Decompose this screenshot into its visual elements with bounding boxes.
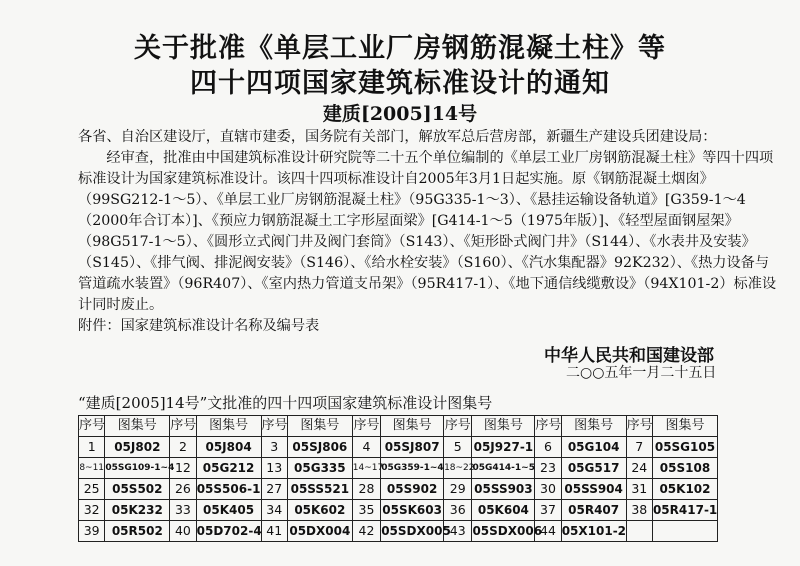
table-header-row xyxy=(79,416,718,437)
header-code: 图集号 xyxy=(105,416,170,437)
attachment-line: 附件：国家建筑标准设计名称及编号表 xyxy=(78,318,320,334)
row-number: 29 xyxy=(444,479,472,500)
row-number: 7 xyxy=(626,437,652,458)
atlas-code: 05S902 xyxy=(381,479,444,500)
table-row xyxy=(79,500,718,521)
row-number: 34 xyxy=(261,500,287,521)
atlas-code: 05SG105 xyxy=(652,437,717,458)
row-number: 43 xyxy=(444,521,472,542)
notice-body: 经审查，批准由中国建筑标准设计研究院等二十五个单位编制的《单层工业厂房钢筋混凝土柱》等四十四项标准设计为国家建筑标准设计。该四十四项标准设计自2005年3月1日起实施。原《钢筋混凝土烟囱》（99SG212-1～5）、《单层工业厂房钢筋混凝土柱》（95G335-1～3）、《悬挂运输设备轨道》[G359-1～4（2000年合订本）]、《预应力钢筋混凝土工字形屋面梁》[G414-1～5（1975年版）]、《轻型屋面钢屋架》（98G517-1～5）、《圆形立式阀门井及阀门套筒》（S143）、《矩形卧式阀门井》（S144）、《水表井及安装》（S145）、《排气阀、排泥阀安装》（S146）、《给水栓安装》（S160）、《汽水集配器》92K232）、《热力设备与管道疏水装置》（96R407）、《室内热力管道支吊架》（95R417-1）、《地下通信线缆敷设》（94X101-2）标准设计同时废止。 xyxy=(78,150,777,313)
atlas-code: 05R417-1 xyxy=(652,500,717,521)
header-code: 图集号 xyxy=(472,416,535,437)
header-no: 序号 xyxy=(626,416,652,437)
atlas-code: 05S502 xyxy=(105,479,170,500)
atlas-code: 05S108 xyxy=(652,458,717,479)
atlas-code: 05SDX005 xyxy=(381,521,444,542)
header-code: 图集号 xyxy=(196,416,261,437)
atlas-code: 05SJ806 xyxy=(287,437,352,458)
row-number: 35 xyxy=(352,500,380,521)
atlas-code: 05K604 xyxy=(472,500,535,521)
atlas-code: 05J802 xyxy=(105,437,170,458)
table-row xyxy=(79,458,718,479)
row-number: 27 xyxy=(261,479,287,500)
atlas-code: 05SJ807 xyxy=(381,437,444,458)
table-row xyxy=(79,479,718,500)
atlas-code: 05K232 xyxy=(105,500,170,521)
row-number: 42 xyxy=(352,521,380,542)
atlas-code: 05R502 xyxy=(105,521,170,542)
row-number: 23 xyxy=(535,458,561,479)
atlas-code: 05SDX006 xyxy=(472,521,535,542)
notice-title-line-2: 四十四项国家建筑标准设计的通知 xyxy=(190,68,610,99)
row-number: 40 xyxy=(170,521,196,542)
table-row xyxy=(79,521,718,542)
atlas-code: 05K405 xyxy=(196,500,261,521)
atlas-code: 05R407 xyxy=(561,500,626,521)
atlas-code: 05K602 xyxy=(287,500,352,521)
notice-title-line-1: 关于批准《单层工业厂房钢筋混凝土柱》等 xyxy=(134,33,666,64)
row-number: 38 xyxy=(626,500,652,521)
atlas-code: 05G414-1~5 xyxy=(472,458,535,479)
header-code: 图集号 xyxy=(381,416,444,437)
addressees: 各省、自治区建设厅，直辖市建委，国务院有关部门，解放军总后营房部，新疆生产建设兵团建设局： xyxy=(78,129,717,145)
atlas-code: 05D702-4 xyxy=(196,521,261,542)
atlas-code: 05G335 xyxy=(287,458,352,479)
row-number: 5 xyxy=(444,437,472,458)
row-number: 4 xyxy=(352,437,380,458)
issue-date: 二○○五年一月二十五日 xyxy=(566,365,717,381)
atlas-code: 05SG109-1~4 xyxy=(105,458,170,479)
atlas-code: 05SS904 xyxy=(561,479,626,500)
empty-cell xyxy=(626,521,652,542)
atlas-code: 05SS903 xyxy=(472,479,535,500)
atlas-code: 05G104 xyxy=(561,437,626,458)
atlas-code: 05K102 xyxy=(652,479,717,500)
row-number: 24 xyxy=(626,458,652,479)
row-number: 30 xyxy=(535,479,561,500)
issuer: 中华人民共和国建设部 xyxy=(544,346,714,366)
atlas-code: 05G517 xyxy=(561,458,626,479)
document-number: 建质[2005]14号 xyxy=(322,103,478,125)
row-number: 18~22 xyxy=(444,458,472,479)
row-number: 36 xyxy=(444,500,472,521)
header-code: 图集号 xyxy=(652,416,717,437)
row-number: 44 xyxy=(535,521,561,542)
row-number: 31 xyxy=(626,479,652,500)
row-number: 25 xyxy=(79,479,105,500)
atlas-code: 05J804 xyxy=(196,437,261,458)
row-number: 39 xyxy=(79,521,105,542)
row-number: 14~17 xyxy=(352,458,380,479)
header-no: 序号 xyxy=(352,416,380,437)
header-no: 序号 xyxy=(261,416,287,437)
table-title: “建质[2005]14号”文批准的四十四项国家建筑标准设计图集号 xyxy=(78,394,493,412)
header-code: 图集号 xyxy=(287,416,352,437)
atlas-code: 05J927-1 xyxy=(472,437,535,458)
empty-cell xyxy=(652,521,717,542)
atlas-code: 05G359-1~4 xyxy=(381,458,444,479)
row-number: 2 xyxy=(170,437,196,458)
row-number: 8~11 xyxy=(79,458,105,479)
atlas-code: 05SK603 xyxy=(381,500,444,521)
row-number: 37 xyxy=(535,500,561,521)
row-number: 12 xyxy=(170,458,196,479)
header-code: 图集号 xyxy=(561,416,626,437)
atlas-code: 05SS521 xyxy=(287,479,352,500)
row-number: 13 xyxy=(261,458,287,479)
row-number: 28 xyxy=(352,479,380,500)
atlas-code: 05DX004 xyxy=(287,521,352,542)
row-number: 1 xyxy=(79,437,105,458)
atlas-code: 05G212 xyxy=(196,458,261,479)
standard-code-table xyxy=(78,415,718,542)
row-number: 33 xyxy=(170,500,196,521)
row-number: 32 xyxy=(79,500,105,521)
header-no: 序号 xyxy=(170,416,196,437)
atlas-code: 05X101-2 xyxy=(561,521,626,542)
row-number: 41 xyxy=(261,521,287,542)
row-number: 3 xyxy=(261,437,287,458)
header-no: 序号 xyxy=(79,416,105,437)
row-number: 26 xyxy=(170,479,196,500)
table-row xyxy=(79,437,718,458)
header-no: 序号 xyxy=(444,416,472,437)
row-number: 6 xyxy=(535,437,561,458)
atlas-code: 05S506-1 xyxy=(196,479,261,500)
header-no: 序号 xyxy=(535,416,561,437)
